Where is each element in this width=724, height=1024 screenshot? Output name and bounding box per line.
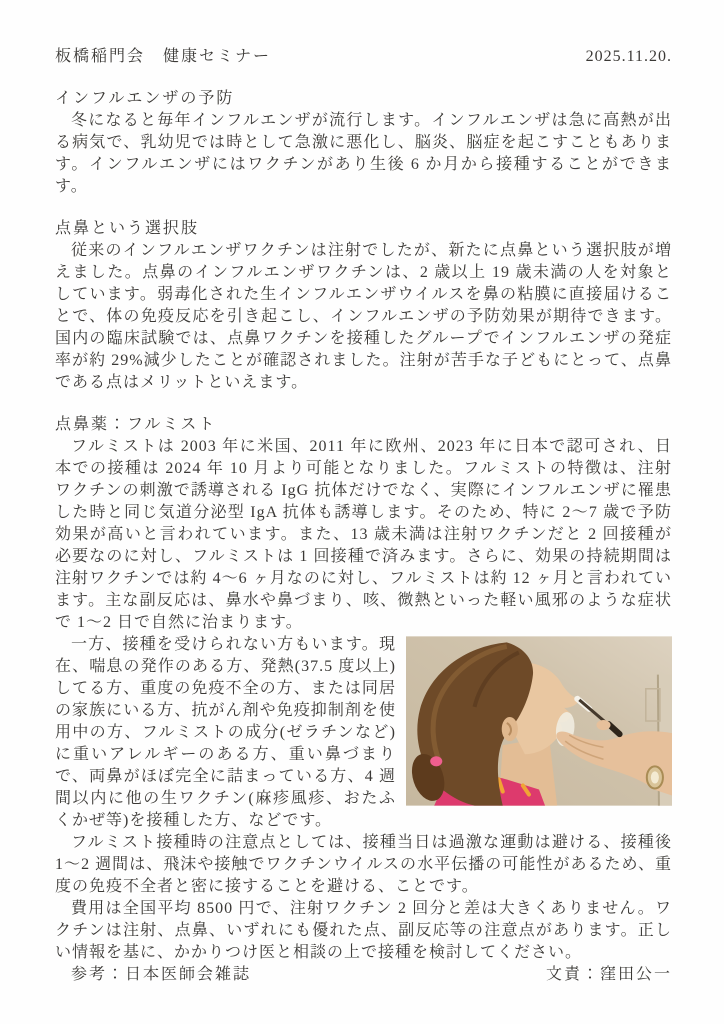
header-date: 2025.11.20. xyxy=(585,48,672,65)
section-influenza-prevention xyxy=(55,88,672,198)
section-heading: 点鼻薬：フルミスト xyxy=(55,416,217,433)
paragraph: 冬になると毎年インフルエンザが流行します。インフルエンザは急に高熱が出る病気で、乳幼児では時として急激に悪化し、脳炎、脳症を起こすこともあります。インフルエンザにはワクチンがあり生後 6 か月から接種することができます。 xyxy=(55,112,672,195)
paragraph: フルミストは 2003 年に米国、2011 年に欧州、2023 年に日本で認可され、日本での接種は 2024 年 10 月より可能となりました。フルミストの特徴は、注射ワクチンの刺激で誘導される IgG 抗体だけでなく、実際にインフルエンザに罹患した時と同じ気道分泌型 IgA 抗体も誘導します。そのため、特に 2～7 歳で予防効果が高いと言われています。また、13 歳未満は注射ワクチンだと 2 回接種が必要なのに対し、フルミストは 1 回接種で済みます。さらに、効果の持続期間は注射ワクチンでは約 4～6 ヶ月なのに対し、フルミストは約 12 ヶ月と言われています。主な副反応は、鼻水や鼻づまり、咳、微熱といった軽い風邪のような症状で 1～2 日で自然に治まります。 xyxy=(55,438,672,631)
footer-reference: 参考：日本医師会雑誌 xyxy=(71,966,252,983)
section-nasal-option xyxy=(55,218,672,394)
paragraph: 費用は全国平均 8500 円で、注射ワクチン 2 回分と差は大きくありません。ワクチンは注射、点鼻、いずれにも優れた点、副反応等の注意点があります。正しい情報を基に、かかりつけ医と相談の上で接種を検討してください。 xyxy=(55,900,672,961)
section-flumist xyxy=(55,414,672,964)
header-title: 板橋稲門会 健康セミナー xyxy=(55,48,272,65)
paragraph: フルミスト接種時の注意点としては、接種当日は過激な運動は避ける、接種後 1～2 週間は、飛沫や接触でワクチンウイルスの水平伝播の可能性があるため、重度の免疫不全者と密に接することを避ける、ことです。 xyxy=(55,834,672,895)
document-header xyxy=(55,46,672,68)
footer-credit: 文責：窪田公一 xyxy=(545,966,672,983)
nasal-spray-photo xyxy=(406,636,672,806)
document-footer xyxy=(55,964,672,986)
paragraph: 一方、接種を受けられない方もいます。現在、喘息の発作のある方、発熱(37.5 度以上)してる方、重度の免疫不全の方、または同居の家族にいる方、抗がん剤や免疫抑制剤を使用中の方、フルミストの成分(ゼラチンなど)に重いアレルギーのある方、重い鼻づまりで、両鼻がほぼ完全に詰まっている方、4 週間以内に他の生ワクチン(麻疹風疹、おたふくかぜ等)を接種した方、などです。 xyxy=(55,636,396,829)
paragraph: 従来のインフルエンザワクチンは注射でしたが、新たに点鼻という選択肢が増えました。点鼻のインフルエンザワクチンは、2 歳以上 19 歳未満の人を対象としています。弱毒化された生インフルエンザウイルスを鼻の粘膜に直接届けることで、体の免疫反応を引き起こし、インフルエンザの予防効果が期待できます。国内の臨床試験では、点鼻ワクチンを接種したグループでインフルエンザの発症率が約 29%減少したことが確認されました。注射が苦手な子どもにとって、点鼻である点はメリットといえます。 xyxy=(55,242,672,391)
nasal-spray-photo-illustration xyxy=(406,636,672,806)
section-heading: 点鼻という選択肢 xyxy=(55,220,200,237)
section-heading: インフルエンザの予防 xyxy=(55,90,235,107)
